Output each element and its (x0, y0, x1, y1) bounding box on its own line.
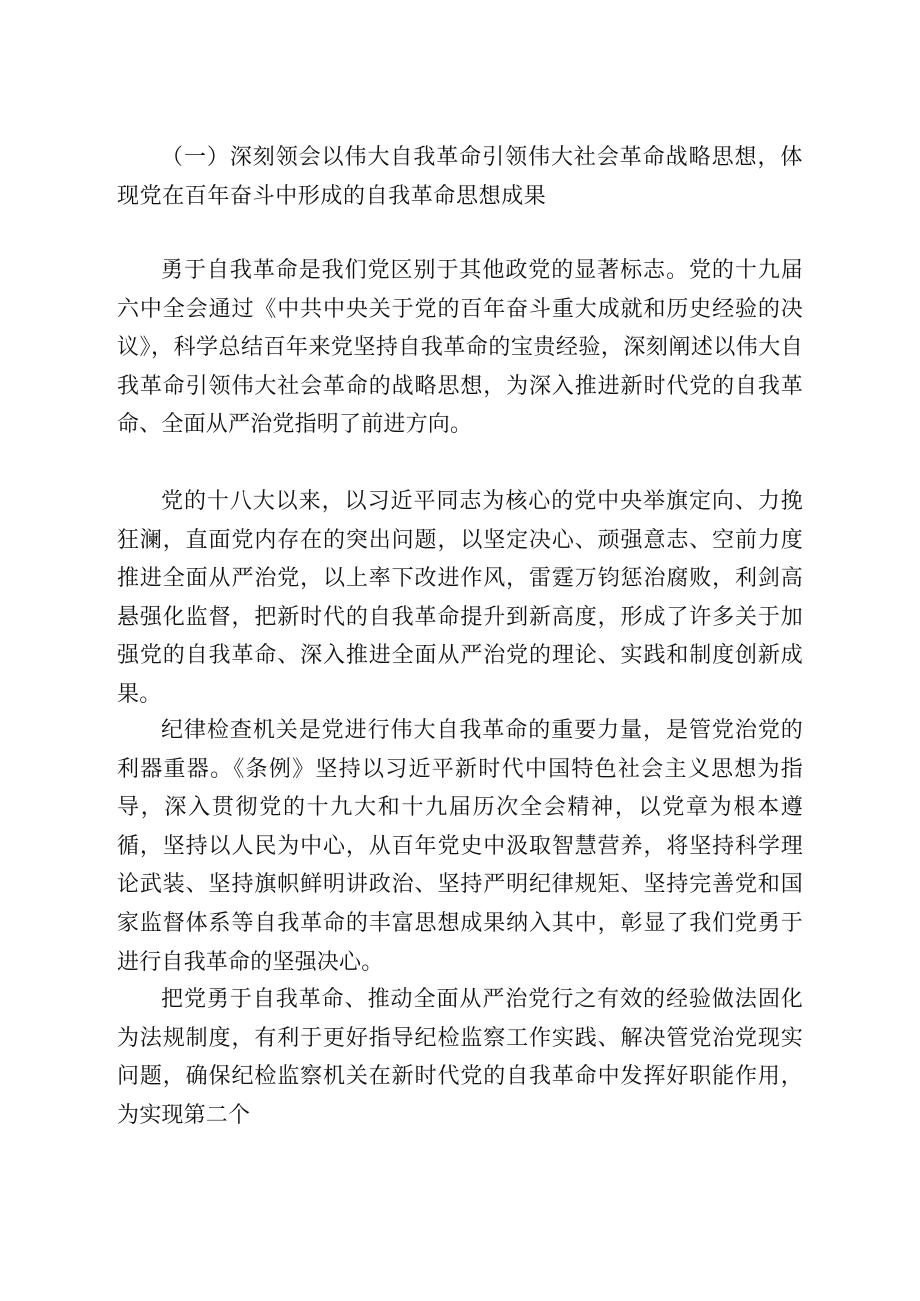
section-heading: （一）深刻领会以伟大自我革命引领伟大社会革命战略思想，体现党在百年奋斗中形成的自我革命思想成果 (117, 145, 803, 209)
paragraph-discipline-inspection: 纪律检查机关是党进行伟大自我革命的重要力量，是管党治党的利器重器。《条例》坚持以习近平新时代中国特色社会主义思想为指导，深入贯彻党的十九大和十九届历次全会精神，以党章为根本遵循，坚持以人民为中心，从百年党史中汲取智慧营养，将坚持科学理论武装、坚持旗帜鲜明讲政治、坚持严明纪律规矩、坚持完善党和国家监督体系等自我革命的丰富思想成果纳入其中，彰显了我们党勇于进行自我革命的坚强决心。 (117, 718, 803, 975)
paragraph-institutionalize: 把党勇于自我革命、推动全面从严治党行之有效的经验做法固化为法规制度，有利于更好指导纪检监察工作实践、解决管党治党现实问题，确保纪检监察机关在新时代党的自我革命中发挥好职能作用，为实现第二个 (117, 987, 803, 1128)
paragraph-since-18th-congress: 党的十八大以来，以习近平同志为核心的党中央举旗定向、力挽狂澜，直面党内存在的突出问题，以坚定决心、顽强意志、空前力度推进全面从严治党，以上率下改进作风，雷霆万钧惩治腐败，利剑高悬强化监督，把新时代的自我革命提升到新高度，形成了许多关于加强党的自我革命、深入推进全面从严治党的理论、实践和制度创新成果。 (117, 489, 803, 707)
paragraph-self-revolution: 勇于自我革命是我们党区别于其他政党的显著标志。党的十九届六中全会通过《中共中央关于党的百年奋斗重大成就和历史经验的决议》，科学总结百年来党坚持自我革命的宝贵经验，深刻阐述以伟大自我革命引领伟大社会革命的战略思想，为深入推进新时代党的自我革命、全面从严治党指明了前进方向。 (117, 258, 803, 438)
